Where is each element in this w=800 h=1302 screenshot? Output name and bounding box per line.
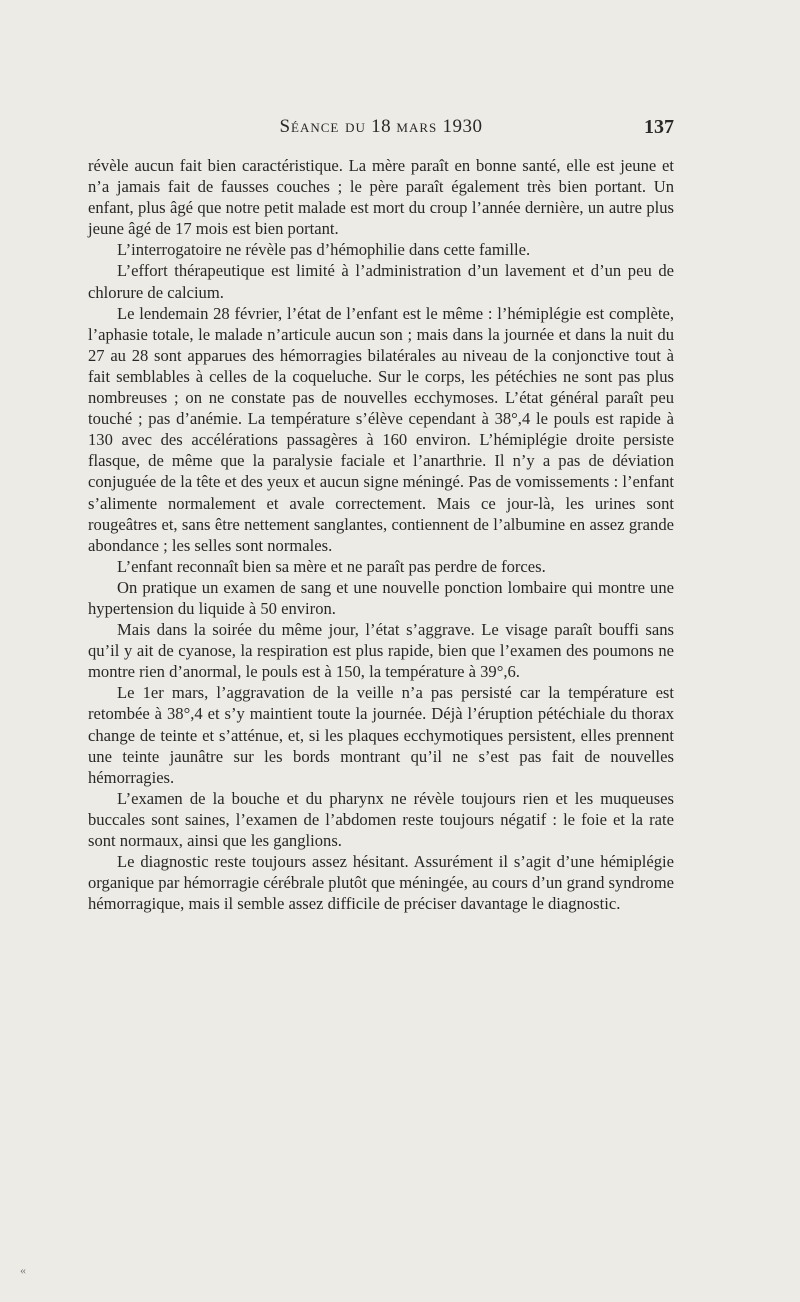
running-title-day: 18 [371, 116, 392, 137]
paragraph-5: L’enfant reconnaît bien sa mère et ne paraît pas perdre de forces. [117, 556, 546, 576]
paragraph-2: L’interrogatoire ne révèle pas d’hémophilie dans cette famille. [117, 240, 531, 260]
paragraph-10: Le diagnostic reste toujours assez hésitant. Assurément il s’agit d’une hémiplégie organique par hémorragie cérébrale plutôt que méningée, au cours d’un grand syndrome hémorragique, mais il semble assez difficile de préciser davantage le diagnostic. [88, 852, 674, 914]
running-title-session: Séance du [279, 116, 366, 137]
paragraph-4: Le lendemain 28 février, l’état de l’enfant est le même : l’hémiplégie est complète, l’aphasie totale, le malade n’articule aucun son ; mais dans la journée et dans la nuit du 27 au 28 sont apparues des hémorragies bilatérales au niveau de la conjonctive tout à fait semblables à celles de la coqueluche. Sur le corps, les pétéchies ne sont pas plus nombreuses ; on ne constate pas de nouvelles ecchymoses. L’état général paraît peu touché ; pas d’anémie. La température s’élève cependant à 38°,4 le pouls est rapide à 130 avec des accélérations passagères à 160 environ. L’hémiplégie droite persiste flasque, de même que la paralysie faciale et l’anarthrie. Il n’y a pas de déviation conjuguée de la tête et des yeux et aucun signe méningé. Pas de vomissements : l’enfant s’alimente normalement et avale correctement. Mais ce jour-là, les urines sont rougeâtres et, sans être nettement sanglantes, contiennent de l’albumine en assez grande abondance ; les selles sont normales. [88, 303, 674, 555]
paragraph-9: L’examen de la bouche et du pharynx ne révèle toujours rien et les muqueuses buccales sont saines, l’examen de l’abdomen reste toujours négatif : le foie et la rate sont normaux, ainsi que les ganglions. [88, 788, 674, 850]
running-title-month: mars [396, 116, 438, 137]
running-title [88, 116, 674, 138]
body-text [88, 155, 674, 914]
paragraph-3: L’effort thérapeutique est limité à l’administration d’un lavement et d’un peu de chlorure de calcium. [88, 261, 674, 302]
paragraph-6: On pratique un examen de sang et une nouvelle ponction lombaire qui montre une hypertension du liquide à 50 environ. [88, 577, 674, 618]
paragraph-7: Mais dans la soirée du même jour, l’état s’aggrave. Le visage paraît bouffi sans qu’il y ait de cyanose, la respiration est plus rapide, bien que l’examen des poumons ne montre rien d’anormal, le pouls est à 150, la température à 39°,6. [88, 620, 674, 682]
running-title-year: 1930 [442, 116, 483, 137]
paragraph-8: Le 1er mars, l’aggravation de la veille n’a pas persisté car la température est retombée à 38°,4 et s’y maintient toute la journée. Déjà l’éruption pétéchiale du thorax change de teinte et s’atténue, et, si les plaques ecchymotiques persistent, elles prennent une teinte jaunâtre sur les bords montrant qu’il ne s’est pas fait de nouvelles hémorragies. [88, 683, 674, 787]
paragraph-1: révèle aucun fait bien caractéristique. La mère paraît en bonne santé, elle est jeune et n’a jamais fait de fausses couches ; le père paraît également très bien portant. Un enfant, plus âgé que notre petit malade est mort du croup l’année dernière, un autre plus jeune âgé de 17 mois est bien portant. [88, 156, 674, 239]
page-number: 137 [644, 116, 674, 138]
margin-mark: « [20, 1263, 26, 1277]
page-header [88, 116, 674, 146]
